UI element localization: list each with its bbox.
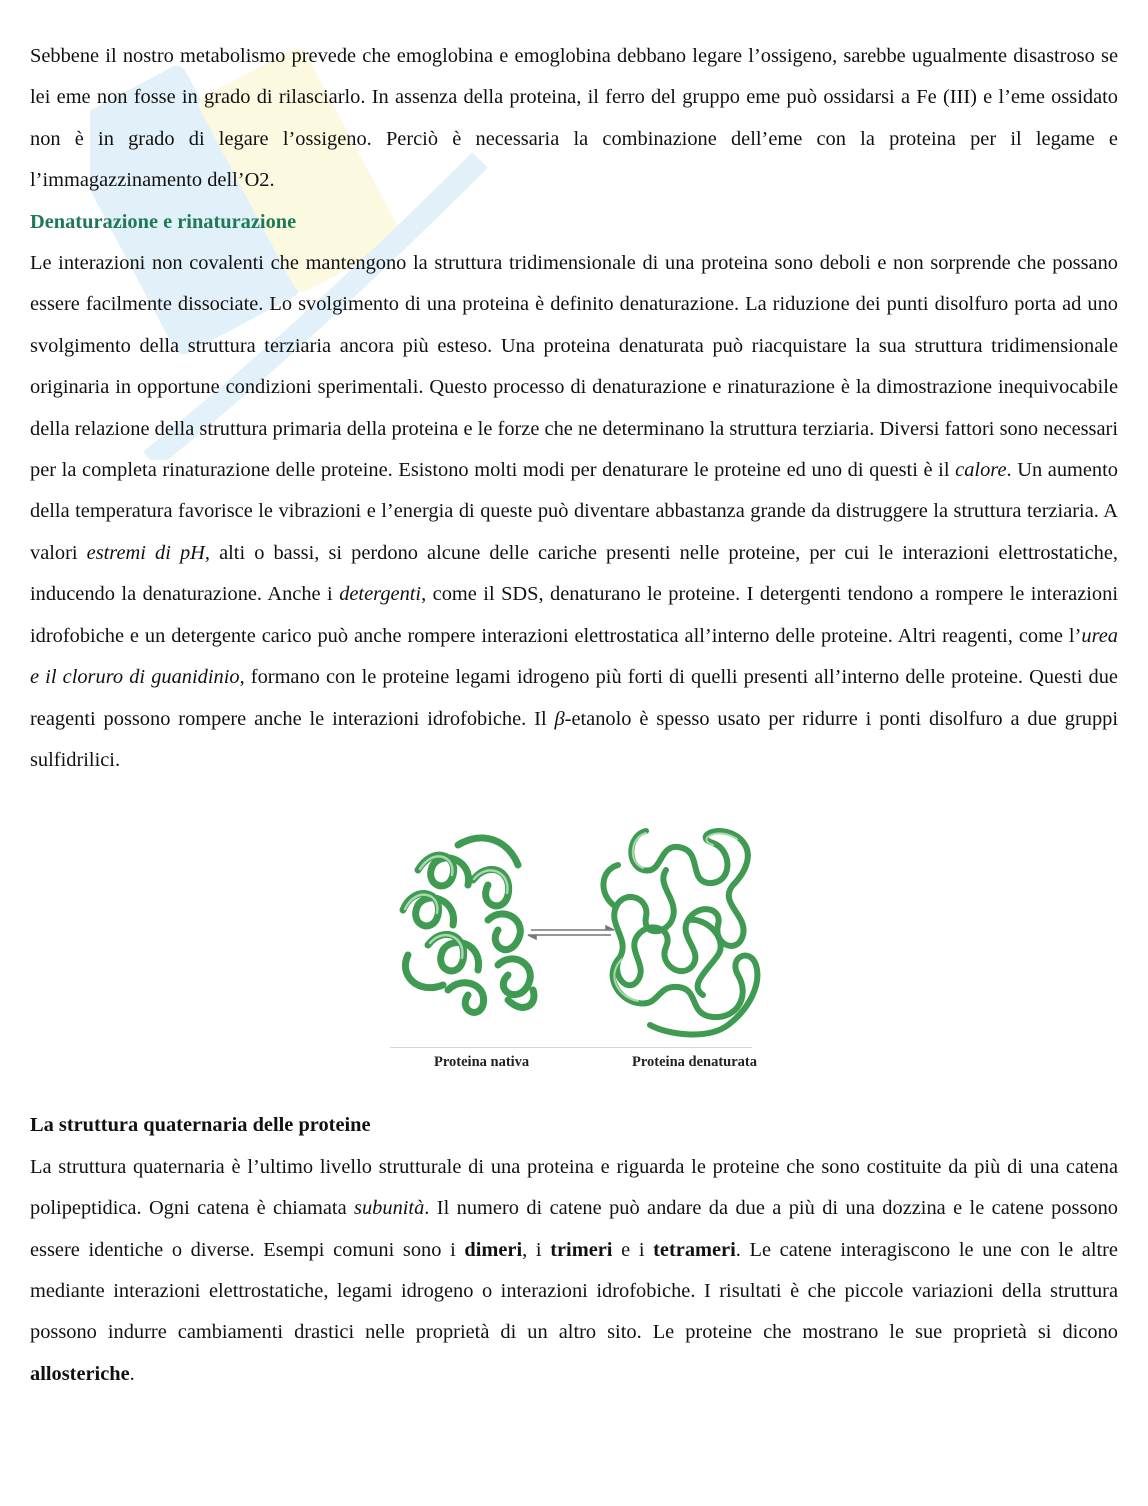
bold-allosteriche: allosteriche xyxy=(30,1362,130,1385)
bold-trimeri: trimeri xyxy=(550,1238,613,1261)
heading-denaturation: Denaturazione e rinaturazione xyxy=(30,210,297,233)
bold-tetrameri: tetrameri xyxy=(653,1238,736,1261)
italic-subunita: subunità xyxy=(354,1197,425,1220)
document-page xyxy=(30,36,1118,1395)
italic-urea: urea e il cloruro di guanidinio xyxy=(30,624,1118,689)
italic-calore: calore xyxy=(955,459,1007,482)
protein-ribbon-illustration xyxy=(388,825,768,1055)
paragraph-hemoglobin: Sebbene il nostro metabolismo prevede che emoglobina e emoglobina debbano legare l’ossigeno, sarebbe ugualmente disastroso se lei eme non fosse in grado di rilasciarlo. In assenza della proteina, il ferro del gruppo eme può ossidarsi a Fe (III) e l’eme ossidato non è in grado di legare l’ossigeno. Perciò è necessaria la combinazione dell’eme con la proteina per il legame e l’immagazzinamento dell’O2. xyxy=(30,45,1118,192)
label-denatured-protein: Proteina denaturata xyxy=(632,1054,757,1071)
italic-ph: estremi di pH xyxy=(86,541,205,564)
label-native-protein: Proteina nativa xyxy=(434,1054,530,1071)
bold-dimeri: dimeri xyxy=(464,1238,523,1261)
figure-baseline-rule xyxy=(390,1047,752,1048)
denatured-protein-ribbon xyxy=(603,831,757,1034)
protein-denaturation-figure xyxy=(388,825,768,1095)
paragraph-quaternary: La struttura quaternaria è l’ultimo livello strutturale di una proteina e riguarda le proteine che sono costituite da più di una catena polipeptidica. Ogni catena è chiamata subunità. Il numero di catene può andare da due a più di una dozzina e le catene possono essere identiche o diverse. Esempi comuni sono i dimeri, i trimeri e i tetrameri. Le catene interagiscono le une con le altre mediante interazioni elettrostatiche, legami idrogeno o interazioni idrofobiche. I risultati è che piccole variazioni della struttura possono indurre cambiamenti drastici nelle proprietà di un altro sito. Le proteine che mostrano le sue proprietà si dicono allosteriche. xyxy=(30,1155,1118,1385)
paragraph-denaturation: Le interazioni non covalenti che mantengono la struttura tridimensionale di una proteina sono deboli e non sorprende che possano essere facilmente dissociate. Lo svolgimento di una proteina è definito denaturazione. La riduzione dei punti disolfuro porta ad uno svolgimento della struttura terziaria ancora più esteso. Una proteina denaturata può riacquistare la sua struttura tridimensionale originaria in opportune condizioni sperimentali. Questo processo di denaturazione e rinaturazione è la dimostrazione inequivocabile della relazione della struttura primaria della proteina e le forze che ne determinano la struttura terziaria. Diversi fattori sono necessari per la completa rinaturazione delle proteine. Esistono molti modi per denaturare le proteine ed uno di questi è il calore. Un aumento della temperatura favorisce le vibrazioni e l’energia di queste può diventare abbastanza grande da distruggere la struttura terziaria. A valori estremi di pH, alti o bassi, si perdono alcune delle cariche presenti nelle proteine, per cui le interazioni elettrostatiche, inducendo la denaturazione. Anche i detergenti, come il SDS, denaturano le proteine. I detergenti tendono a rompere le interazioni idrofobiche e un detergente carico può anche rompere interazioni elettrostatica all’interno delle proteine. Altri reagenti, come l’urea e il cloruro di guanidinio, formano con le proteine legami idrogeno più forti di quelli presenti all’interno delle proteine. Questi due reagenti possono rompere anche le interazioni idrofobiche. Il β-etanolo è spesso usato per ridurre i ponti disolfuro a due gruppi sulfidrilici. xyxy=(30,252,1118,771)
heading-quaternary-structure: La struttura quaternaria delle proteine xyxy=(30,1114,371,1137)
italic-detergenti: detergenti xyxy=(339,583,422,606)
equilibrium-arrows xyxy=(528,926,614,939)
italic-beta: β xyxy=(554,707,565,730)
